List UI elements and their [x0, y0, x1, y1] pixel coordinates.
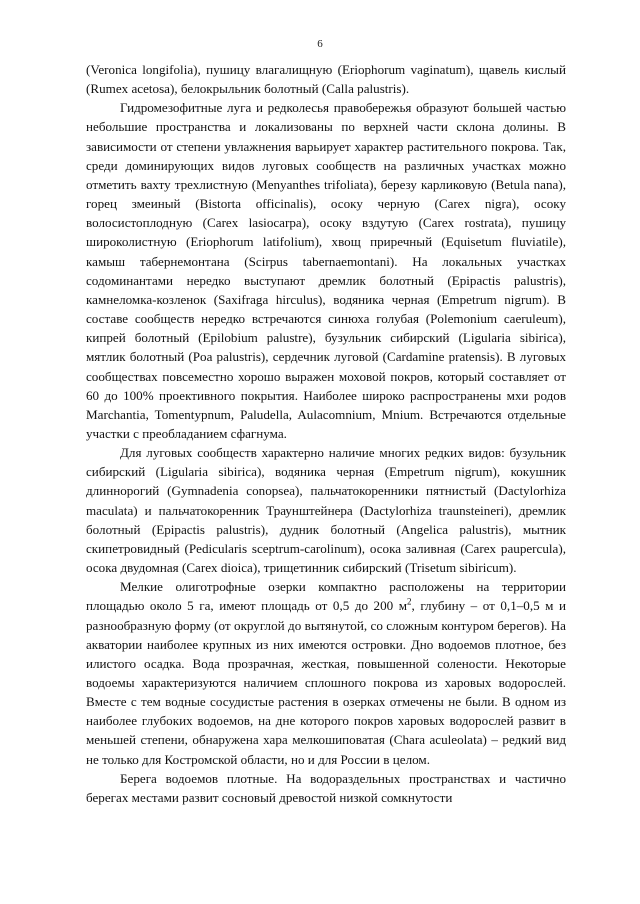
paragraph-4-part-2: , глубину – от 0,1–0,5 м и разнообразную форму (от округлой до вытянутой, со сложным контуром берегов). На акватории наиболее крупных из них имеются островки. Дно водоемов плотное, без илистого осадка. Вода прозрачная, жесткая, повышенной солености. Некоторые водоемы характеризуются наличием сплошного покрова из харовых водорослей. Вместе с тем водные сосудистые растения в озерках отмечены не были. В одном из наиболее глубоких водоемов, на дне которого покров харовых водорослей развит в меньшей степени, обнаружена хара мелкошиповатая (Chara aculeolata) – редкий вид не только для Костромской области, но и для России в целом.	[86, 598, 567, 767]
paragraph-5: Берега водоемов плотные. На водораздельных пространствах и частично берегах местами развит сосновый древостой низкой сомкнутости	[86, 770, 566, 805]
paragraph-4	[86, 577, 566, 769]
paragraph-3: Для луговых сообществ характерно наличие многих редких видов: бузульник сибирский (Ligularia sibirica), водяника черная (Empetrum nigrum), кокушник длиннорогий (Gymnadenia conopsea), пальчатокоренники пятнистый (Dactylorhiza maculata) и пальчатокоренник Траунштейнера (Dactylorhiza traunsteineri), дремлик болотный (Epipactis palustris), дудник болотный (Angelica palustris), мытник скипетровидный (Pedicularis sceptrum-carolinum), осока заливная (Carex paupercula), осока двудомная (Carex dioica), трищетинник сибирский (Trisetum sibiricum).	[86, 445, 566, 576]
paragraph-4-part-1: Мелкие олиготрофные озерки компактно расположены на территории площадью около 5 га, имеют площадь от 0,5 до 200 м	[86, 579, 566, 614]
page-number: 6	[317, 38, 323, 50]
paragraph-2: Гидромезофитные луга и редколесья правобережья образуют большей частью небольшие пространства и локализованы по верхней части склона долины. В зависимости от степени увлажнения варьирует характер растительного покрова. Так, среди доминирующих видов луговых сообществ на различных участках можно отметить вахту трехлистную (Menyanthes trifoliata), березу карликовую (Betula nana), горец змеиный (Bistorta officinalis), осоку черную (Carex nigra), осоку волосистоплодную (Carex lasiocarpa), осоку вздутую (Carex rostrata), пушицу широколистную (Eriophorum latifolium), хвощ приречный (Equisetum fluviatile), камыш табернемонтана (Scirpus tabernaemontani). На локальных участках содоминантами нередко выступают дремлик болотный (Epipactis palustris), камнеломка-козленок (Saxifraga hirculus), водяника черная (Empetrum nigrum). В составе сообществ нередко встречаются синюха голубая (Polemonium caeruleum), кипрей болотный (Epilobium palustre), бузульник сибирский (Ligularia sibirica), мятлик болотный (Poa palustris), сердечник луговой (Cardamine pratensis). В луговых сообществах повсеместно хорошо выражен моховой покров, который составляет от 60 до 100% проективного покрытия. Наиболее широко распространены мхи родов Marchantia, Tomentypnum, Paludella, Aulacomnium, Mnium. Встречаются отдельные участки с преобладанием сфагнума.	[86, 100, 566, 441]
body-text	[86, 60, 566, 807]
paragraph-1: (Veronica longifolia), пушицу влагалищную (Eriophorum vaginatum), щавель кислый (Rumex acetosa), белокрыльник болотный (Calla palustris).	[86, 62, 566, 97]
superscript-square: 2	[407, 597, 412, 608]
